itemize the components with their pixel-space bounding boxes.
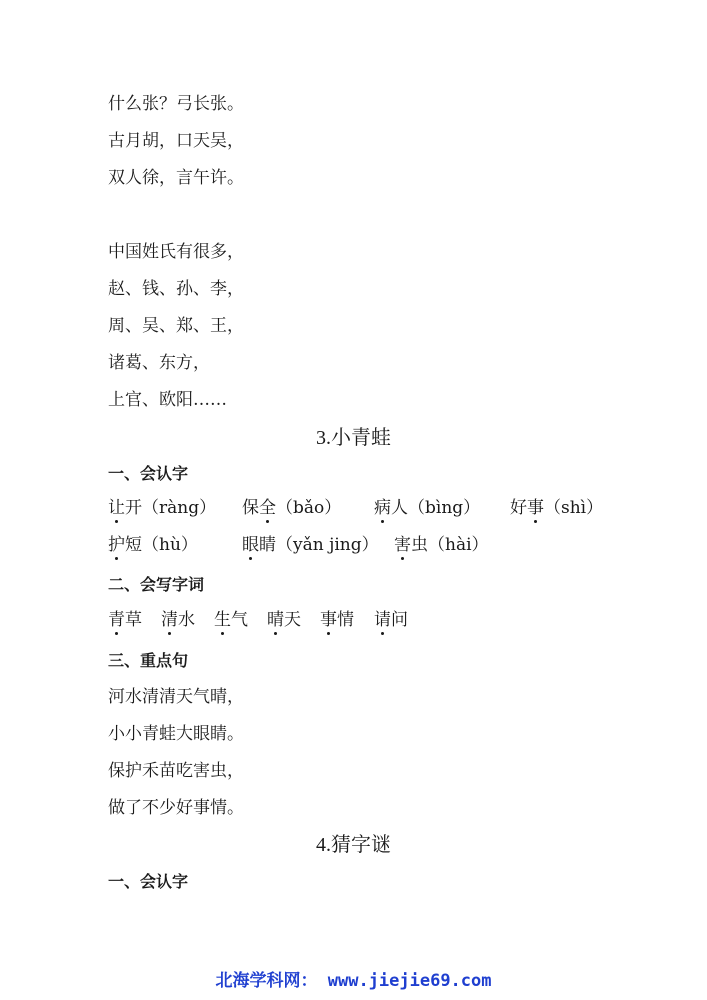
poem-line: 上官、欧阳…… bbox=[108, 390, 227, 410]
dotted-char: 青 bbox=[108, 610, 125, 630]
dotted-char: 生 bbox=[214, 610, 231, 630]
vocab-item: 眼睛（yǎn jing） bbox=[242, 535, 379, 555]
dotted-char: 让 bbox=[108, 498, 125, 518]
word-item: 清水 bbox=[161, 610, 195, 630]
section-heading: 一、会认字 bbox=[108, 872, 189, 891]
verse-line: 什么张？弓长张。 bbox=[108, 94, 244, 114]
poem-line: 赵、钱、孙、李， bbox=[108, 279, 244, 299]
dotted-char: 全 bbox=[259, 498, 276, 518]
section-heading: 二、会写字词 bbox=[108, 575, 205, 594]
section-heading: 一、会认字 bbox=[108, 464, 189, 483]
dotted-char: 事 bbox=[320, 610, 337, 630]
vocab-item: 护短（hù） bbox=[108, 535, 198, 555]
lesson-title: 3.小青蛙 bbox=[316, 427, 391, 449]
dotted-char: 病 bbox=[374, 498, 391, 518]
word-item: 青草 bbox=[108, 610, 142, 630]
word-item: 事情 bbox=[320, 610, 354, 630]
section-heading: 三、重点句 bbox=[108, 651, 189, 670]
vocab-item: 病人（bìng） bbox=[374, 498, 481, 518]
dotted-char: 眼 bbox=[242, 535, 259, 555]
word-item: 请问 bbox=[374, 610, 408, 630]
vocab-item: 害虫（hài） bbox=[394, 535, 489, 555]
poem-line: 周、吴、郑、王， bbox=[108, 316, 244, 336]
verse-line: 双人徐，言午许。 bbox=[108, 168, 244, 188]
dotted-char: 清 bbox=[161, 610, 178, 630]
footer-watermark: 北海学科网： www.jiejie69.com bbox=[215, 971, 492, 991]
lesson-title: 4.猜字谜 bbox=[316, 834, 391, 856]
poem-line: 诸葛、东方， bbox=[108, 353, 210, 373]
key-sentence: 做了不少好事情。 bbox=[108, 798, 244, 818]
vocab-item: 让开（ràng） bbox=[108, 498, 217, 518]
key-sentence: 河水清清天气晴， bbox=[108, 687, 244, 707]
vocab-item: 好事（shì） bbox=[510, 498, 604, 518]
word-item: 晴天 bbox=[267, 610, 301, 630]
vocab-item: 保全（bǎo） bbox=[242, 498, 342, 518]
dotted-char: 事 bbox=[527, 498, 544, 518]
dotted-char: 害 bbox=[394, 535, 411, 555]
word-item: 生气 bbox=[214, 610, 248, 630]
key-sentence: 小小青蛙大眼睛。 bbox=[108, 724, 244, 744]
dotted-char: 护 bbox=[108, 535, 125, 555]
key-sentence: 保护禾苗吃害虫， bbox=[108, 761, 244, 781]
dotted-char: 请 bbox=[374, 610, 391, 630]
poem-line: 中国姓氏有很多， bbox=[108, 242, 244, 262]
dotted-char: 晴 bbox=[267, 610, 284, 630]
verse-line: 古月胡，口天吴， bbox=[108, 131, 244, 151]
